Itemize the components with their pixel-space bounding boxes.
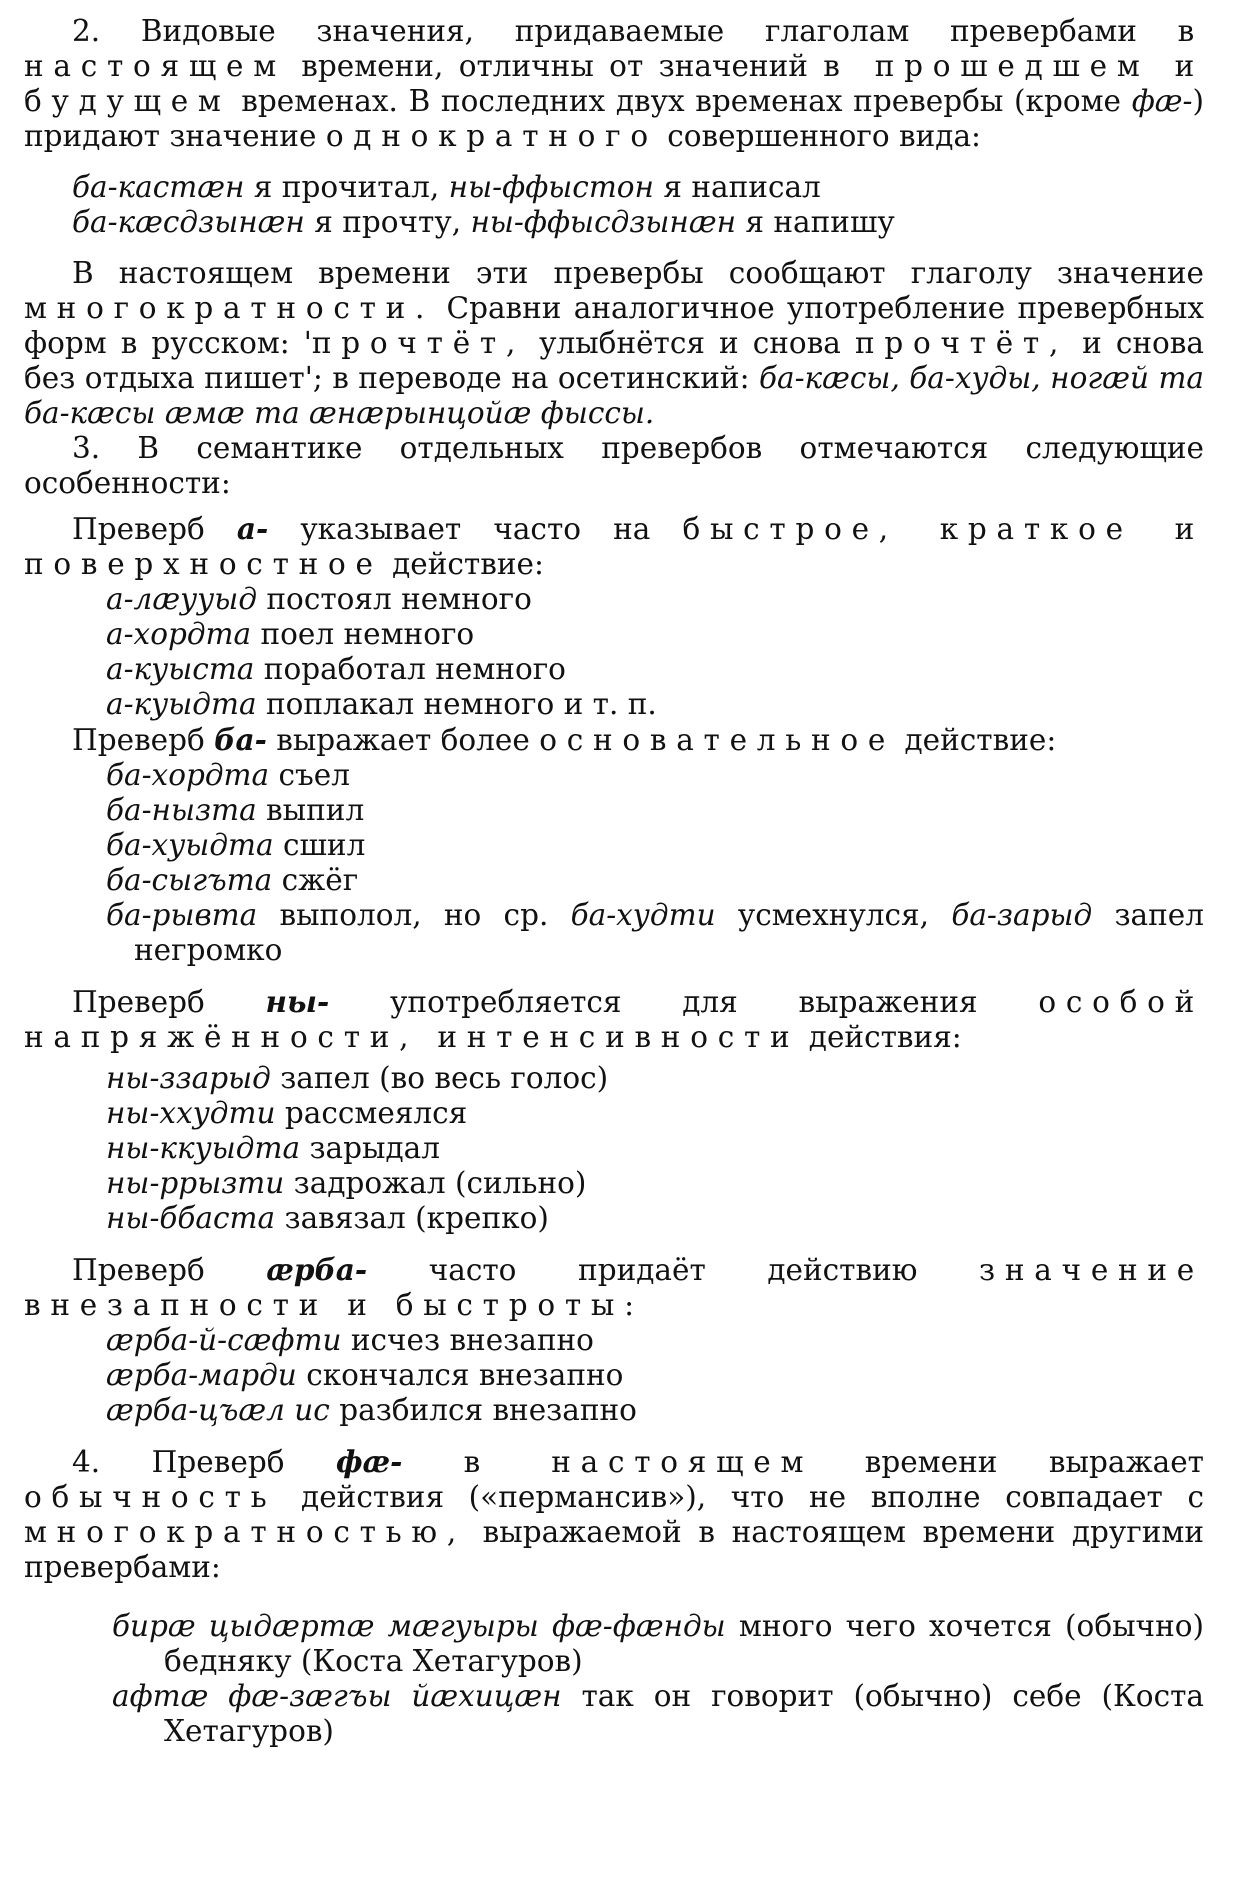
example-line [106, 758, 1204, 793]
example-line [106, 1393, 1204, 1428]
section-3-heading: 3. В семантике отдельных превербов отмечаются следующие особенности: [24, 431, 1204, 500]
example-word: а-лæууыд [106, 582, 258, 616]
gloss: много чего хочется (обычно) бедняку (Коста Хетагуров) [164, 1609, 1204, 1678]
example-line [24, 1609, 1204, 1679]
gloss: поплакал немного и т. п. [256, 687, 657, 721]
example-line [106, 582, 1204, 617]
text-span: совершенного вида: [657, 119, 981, 153]
example-word: ны-ффыстон [448, 170, 654, 204]
gloss: рассмеялся [275, 1096, 468, 1130]
example-word: ба-рывта [106, 898, 258, 932]
text-span: действие: [895, 723, 1057, 757]
text-span: Преверб [72, 512, 237, 546]
text-span: действие: [382, 547, 544, 581]
spaced-term: многократности. [24, 291, 435, 325]
preverb-term: æрба- [266, 1252, 368, 1287]
preverb-ba-examples [24, 758, 1204, 898]
preverb-aerba-examples [24, 1323, 1204, 1428]
gloss: выпил [256, 793, 365, 827]
example-word: ны-ффысдзынæн [470, 205, 737, 239]
text-span: времени, отличны от значений [285, 49, 824, 83]
example-word: ны-ххудти [106, 1096, 276, 1130]
text-span: указывает часто на [268, 512, 683, 546]
example-word: ба-нызта [106, 793, 257, 827]
gloss: я написал [654, 170, 821, 204]
text-span: ) придают значение [24, 84, 1204, 153]
spaced-term: в прошедшем и будущем [24, 49, 1205, 118]
preverb-ny-paragraph [24, 984, 1204, 1055]
gloss: запел (во весь голос) [270, 1061, 609, 1095]
example-line [106, 828, 1204, 863]
example-line [106, 617, 1204, 652]
preverb-ny-examples [24, 1061, 1204, 1236]
example-word: а-хордта [106, 617, 252, 651]
ossetian-translation: ба-кæсы, ба-худы, ногæй та ба-кæсы æмæ та æнæрынцойæ фыссы. [24, 361, 1204, 430]
spaced-term: значение внезапности и быстроты: [24, 1253, 1204, 1322]
text-span: Преверб [72, 723, 215, 757]
spaced-term: в настоящем [24, 14, 1204, 83]
spaced-term: основательное [539, 723, 896, 757]
example-word: ба-хордта [106, 758, 270, 792]
example-word: афтæ фæ-зæгъы йæхицæн [112, 1679, 562, 1713]
spaced-term: в настоящем [402, 1445, 814, 1479]
preverb-a-examples [24, 582, 1204, 722]
text-span: часто придаёт действию [367, 1253, 980, 1287]
example-line [106, 1096, 1204, 1131]
preverb-ba-paragraph [24, 722, 1204, 758]
gloss: задрожал (сильно) [284, 1166, 587, 1200]
text-span: времени выражает [813, 1445, 1204, 1479]
text-span: В настоящем времени эти превербы сообщают глаголу значение [72, 256, 1204, 290]
example-word: ны-ззарыд [106, 1061, 271, 1095]
gloss: завязал (крепко) [275, 1201, 549, 1235]
text-span: выражаемой в настоящем времени другими превербами: [24, 1515, 1204, 1584]
gloss: запел негромко [134, 898, 1204, 967]
example-word: ба-хуыдта [106, 828, 274, 862]
preverb-term: а- [236, 511, 269, 546]
gloss: поел немного [251, 617, 475, 651]
example-line [106, 687, 1204, 722]
example-word: ба-худти [570, 898, 716, 932]
example-line [106, 652, 1204, 687]
gloss: съел [269, 758, 350, 792]
example-line [106, 1131, 1204, 1166]
gloss: я прочитал, [244, 170, 449, 204]
example-word: а-куыста [106, 652, 255, 686]
example-word: ны-ррызти [106, 1166, 285, 1200]
example-word: бирæ цыдæртæ мæгуыры фæ-фæнды [112, 1609, 726, 1643]
spaced-term: обычность [24, 1480, 277, 1514]
gloss: скончался внезапно [296, 1358, 624, 1392]
gloss: поработал немного [254, 652, 566, 686]
example-line [106, 1358, 1204, 1393]
example-word: æрба-марди [106, 1358, 297, 1392]
gloss: постоял немного [257, 582, 532, 616]
text-span: 2. Видовые значения, придаваемые глаголам превербами [72, 14, 1178, 48]
gloss: сшил [273, 828, 366, 862]
text-span: Сравни аналогичное употребление превербных форм в русском: ' [24, 291, 1204, 360]
preverb-a-paragraph [24, 511, 1204, 582]
gloss: выполол, но ср. [257, 898, 571, 932]
spaced-term: прочтёт, [854, 326, 1069, 360]
example-word: ба-кастæн [72, 170, 245, 204]
example-line [106, 1061, 1204, 1096]
gloss: зарыдал [300, 1131, 440, 1165]
preverb-aerba-paragraph [24, 1252, 1204, 1323]
text-span: временах. В последних двух временах превербы (кроме [230, 84, 1132, 118]
spaced-term: особой напряжённости, интенсивности [24, 985, 1205, 1054]
text-span: употребляется для выражения [329, 985, 1039, 1019]
example-line [72, 205, 1204, 240]
text-span: Преверб [72, 985, 266, 1019]
example-word: ны-ккуыдта [106, 1131, 301, 1165]
gloss: я напишу [736, 205, 895, 239]
example-word: ба-кæсдзынæн [72, 205, 305, 239]
section-2-paragraph [24, 14, 1204, 154]
text-span: Преверб [72, 1253, 267, 1287]
present-tense-paragraph [24, 256, 1204, 431]
spaced-term: прочтёт, [311, 326, 526, 360]
preverb-term: фæ- [336, 1444, 403, 1479]
example-line [72, 170, 1204, 205]
spaced-term: быстрое, краткое и поверхностное [24, 512, 1204, 581]
example-line [24, 898, 1204, 968]
example-line [106, 1166, 1204, 1201]
example-word: а-куыдта [106, 687, 257, 721]
example-word: æрба-цъæл ис [106, 1393, 330, 1427]
gloss: исчез внезапно [341, 1323, 594, 1357]
gloss: разбился внезапно [329, 1393, 637, 1427]
example-line [106, 1201, 1204, 1236]
text-span: улыбнётся и снова [525, 326, 855, 360]
example-line [24, 1679, 1204, 1749]
section-4-paragraph [24, 1444, 1204, 1585]
example-word: ба-зарыд [951, 898, 1093, 932]
text-span: и снова без отдыха пишет'; в переводе на осетинский: [24, 326, 1204, 395]
example-block-1 [24, 170, 1204, 240]
preverb-term: ны- [265, 984, 330, 1019]
text-span: действия: [799, 1020, 962, 1054]
preverb-term: ба- [214, 722, 267, 757]
example-line [106, 1323, 1204, 1358]
example-word: æрба-й-сæфти [106, 1323, 342, 1357]
example-line [106, 793, 1204, 828]
example-word: ны-ббаста [106, 1201, 276, 1235]
spaced-term: однократного [325, 119, 658, 153]
example-line [106, 863, 1204, 898]
text-span: действия («пермансив»), что не вполне совпадает с [276, 1480, 1204, 1514]
gloss: я прочту, [304, 205, 471, 239]
preverb-term: фæ- [1131, 84, 1193, 118]
example-word: ба-сыгъта [106, 863, 273, 897]
text-span: выражает более [266, 723, 540, 757]
gloss: усмехнулся, [715, 898, 952, 932]
text-span: 4. Преверб [72, 1445, 337, 1479]
spaced-term: многократностью, [24, 1515, 466, 1549]
gloss: сжёг [272, 863, 359, 897]
gloss: так он говорит (обычно) себе (Коста Хетагуров) [164, 1679, 1204, 1748]
